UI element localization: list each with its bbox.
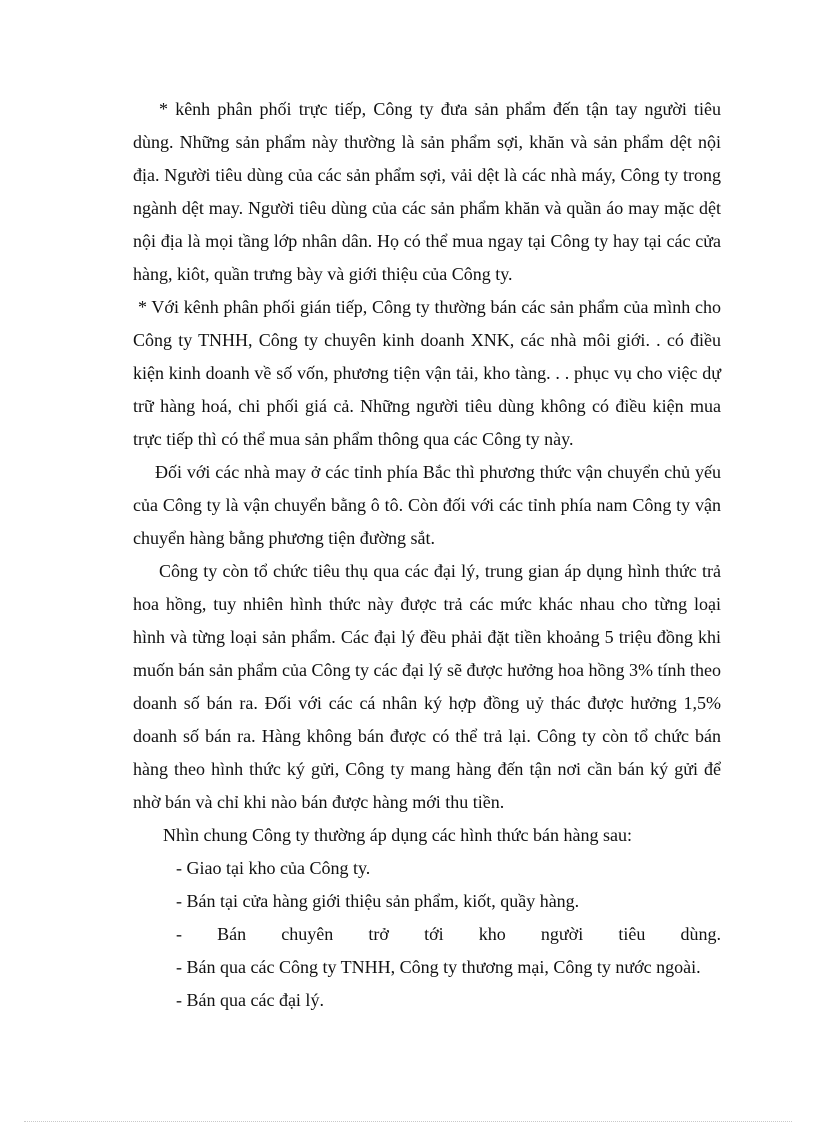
paragraph-sales-intro: Nhìn chung Công ty thường áp dụng các hình thức bán hàng sau: (163, 825, 632, 845)
paragraph-transport: Đối với các nhà may ở các tỉnh phía Bắc thì phương thức vận chuyển chủ yếu của Công ty là vận chuyển bằng ô tô. Còn đối với các tỉnh phía nam Công ty vận chuyển hàng bằng phương tiện đường sắt. (133, 462, 721, 548)
list-item: - Bán tại cửa hàng giới thiệu sản phẩm, kiốt, quầy hàng. (176, 891, 580, 911)
list-item: - Bán qua các Công ty TNHH, Công ty thương mại, Công ty nước ngoài. (176, 957, 701, 977)
paragraph-direct-channel: * kênh phân phối trực tiếp, Công ty đưa sản phẩm đến tận tay người tiêu dùng. Những sản phẩm này thường là sản phẩm sợi, khăn và sản phẩm dệt nội địa. Người tiêu dùng của các sản phẩm sợi, vải dệt là các nhà máy, Công ty trong ngành dệt may. Người tiêu dùng của các sản phẩm khăn và quần áo may mặc dệt nội địa là mọi tầng lớp nhân dân. Họ có thể mua ngay tại Công ty hay tại các cửa hàng, kiôt, quần trưng bày và giới thiệu của Công ty. (133, 99, 721, 284)
document-body (133, 93, 721, 1017)
list-item: - Bán qua các đại lý. (176, 990, 324, 1010)
paragraph-indirect-channel: * Với kênh phân phối gián tiếp, Công ty thường bán các sản phẩm của mình cho Công ty TNHH, Công ty chuyên kinh doanh XNK, các nhà môi giới. . có điều kiện kinh doanh về số vốn, phương tiện vận tải, kho tàng. . . phục vụ cho việc dự trữ hàng hoá, chi phối giá cả. Những người tiêu dùng không có điều kiện mua trực tiếp thì có thể mua sản phẩm thông qua các Công ty này. (133, 297, 721, 449)
page-bottom-divider (24, 1121, 792, 1122)
paragraph-agents: Công ty còn tổ chức tiêu thụ qua các đại lý, trung gian áp dụng hình thức trả hoa hồng, tuy nhiên hình thức này được trả các mức khác nhau cho từng loại hình và từng loại sản phẩm. Các đại lý đều phải đặt tiền khoảng 5 triệu đồng khi muốn bán sản phẩm của Công ty các đại lý sẽ được hưởng hoa hồng 3% tính theo doanh số bán ra. Đối với các cá nhân ký hợp đồng uỷ thác được hưởng 1,5% doanh số bán ra. Hàng không bán được có thể trả lại. Công ty còn tổ chức bán hàng theo hình thức ký gửi, Công ty mang hàng đến tận nơi cần bán ký gửi để nhờ bán và chỉ khi nào bán được hàng mới thu tiền. (133, 561, 721, 812)
list-item: - Bán chuyên trở tới kho người tiêu dùng. (176, 924, 721, 944)
list-item: - Giao tại kho của Công ty. (176, 858, 371, 878)
